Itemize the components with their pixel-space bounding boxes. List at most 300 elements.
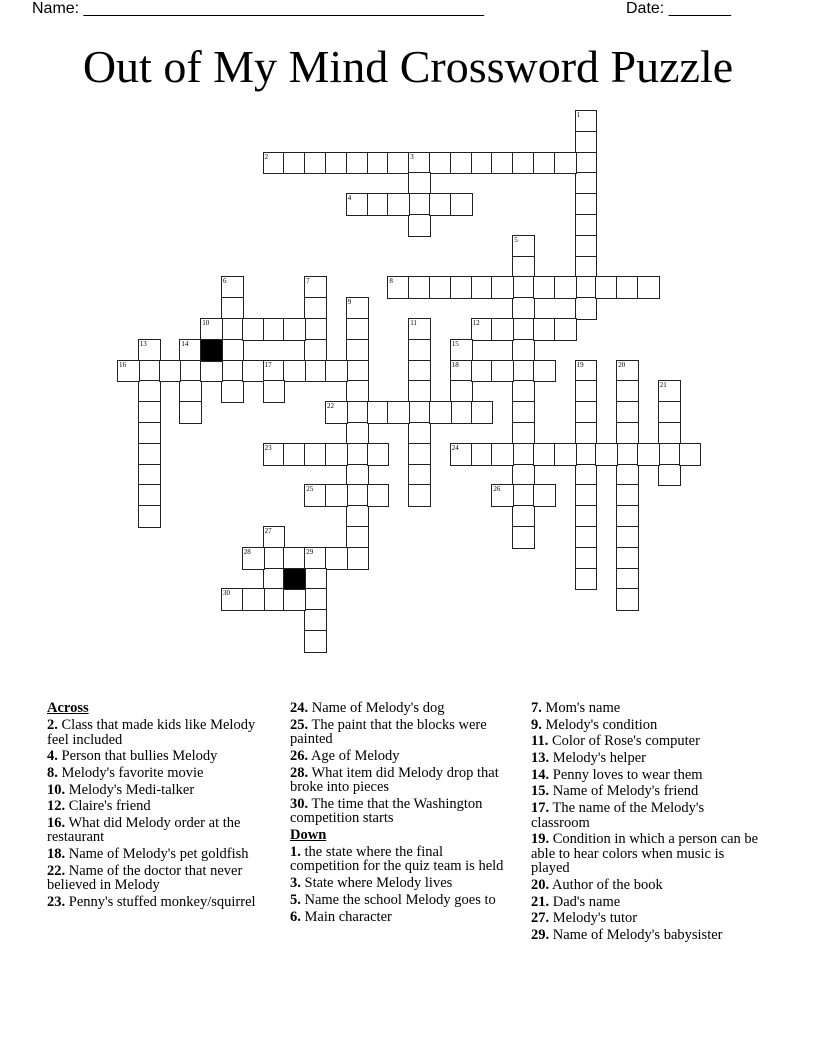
grid-cell[interactable] (575, 152, 598, 175)
grid-cell[interactable] (533, 276, 556, 299)
grid-cell[interactable] (575, 235, 598, 258)
grid-cell[interactable] (221, 318, 244, 341)
cell-number: 3 (410, 152, 414, 161)
grid-cell[interactable] (637, 276, 660, 299)
clue-text: The name of the Melody's classroom (531, 800, 705, 831)
grid-cell[interactable] (263, 526, 286, 549)
grid-cell[interactable] (346, 339, 369, 362)
grid-cell[interactable] (616, 547, 639, 570)
clue-number: 16. (47, 814, 66, 831)
grid-cell[interactable] (304, 630, 327, 653)
grid-cell[interactable] (408, 172, 431, 195)
down-heading: Down (290, 826, 327, 843)
grid-cell[interactable] (512, 505, 535, 528)
cell-number: 27 (264, 527, 272, 535)
clue-text: Name of Melody's babysister (552, 927, 723, 944)
clue-item (531, 801, 759, 830)
grid-cell[interactable] (616, 464, 639, 487)
grid-cell[interactable] (408, 401, 431, 424)
grid-cell[interactable] (346, 422, 369, 445)
grid-cell[interactable] (512, 297, 535, 320)
grid-cell[interactable] (512, 339, 535, 362)
grid-cell[interactable] (283, 547, 306, 570)
grid-cell[interactable] (346, 484, 369, 507)
grid-cell[interactable] (263, 380, 286, 403)
grid-cell[interactable] (491, 484, 514, 507)
clue-item (47, 864, 279, 893)
clue-number: 12. (47, 798, 66, 815)
grid-cell[interactable] (512, 443, 535, 466)
clue-text: Melody's helper (552, 750, 646, 767)
grid-cell[interactable] (408, 276, 431, 299)
grid-cell[interactable] (408, 422, 431, 445)
cell-number: 26 (493, 485, 501, 494)
grid-cell[interactable] (429, 152, 452, 175)
grid-cell[interactable] (367, 152, 390, 175)
grid-cell[interactable] (200, 318, 223, 341)
grid-cell[interactable] (491, 318, 514, 341)
grid-cell[interactable] (575, 297, 598, 320)
clue-item (47, 766, 279, 781)
cell-number: 25 (306, 485, 314, 494)
clue-item (47, 816, 279, 845)
clue-text: Name of the doctor that never believed in Melody (47, 862, 243, 894)
grid-cell[interactable] (512, 380, 535, 403)
grid-cell[interactable] (304, 297, 327, 320)
grid-cell[interactable] (263, 568, 286, 591)
grid-cell[interactable] (512, 360, 535, 383)
grid-cell[interactable] (138, 484, 161, 507)
grid-cell[interactable] (242, 318, 265, 341)
clue-number: 27. (531, 910, 550, 927)
grid-cell[interactable] (346, 318, 369, 341)
grid-cell[interactable] (346, 526, 369, 549)
cell-number: 30 (223, 589, 230, 598)
grid-cell[interactable] (221, 588, 244, 611)
grid-cell[interactable] (200, 360, 223, 383)
grid-cell[interactable] (387, 276, 410, 299)
grid-cell[interactable] (242, 547, 265, 570)
clue-item (290, 749, 505, 764)
clue-item (290, 766, 505, 795)
clue-number: 14. (531, 766, 550, 783)
grid-cell[interactable] (117, 360, 140, 383)
grid-cell[interactable] (263, 152, 286, 175)
grid-cell[interactable] (242, 360, 265, 383)
grid-cell[interactable] (304, 152, 327, 175)
clue-text: Melody's favorite movie (61, 764, 204, 781)
grid-cell[interactable] (138, 464, 161, 487)
grid-cell[interactable] (263, 547, 286, 570)
grid-cell[interactable] (575, 505, 598, 528)
clue-text: What item did Melody drop that broke into pieces (290, 764, 499, 796)
grid-cell[interactable] (408, 152, 431, 175)
grid-cell[interactable] (408, 380, 431, 403)
grid-cell[interactable] (346, 464, 369, 487)
grid-cell[interactable] (533, 152, 556, 175)
clue-number: 3. (290, 875, 301, 892)
grid-cell[interactable] (658, 422, 681, 445)
cell-number: 22 (327, 402, 334, 411)
grid-cell[interactable] (179, 360, 202, 383)
grid-cell[interactable] (283, 443, 306, 466)
grid-cell[interactable] (575, 110, 598, 133)
grid-cell[interactable] (408, 193, 431, 216)
clue-number: 13. (531, 750, 550, 767)
cell-number: 19 (576, 360, 584, 369)
clue-text: Penny loves to wear them (552, 766, 703, 783)
clue-item (531, 878, 759, 893)
cell-number: 2 (264, 152, 269, 161)
grid-cell[interactable] (429, 276, 452, 299)
cell-number: 12 (472, 319, 480, 327)
grid-cell[interactable] (512, 484, 535, 507)
clue-number: 19. (531, 831, 550, 848)
grid-cell[interactable] (575, 526, 598, 549)
grid-cell[interactable] (283, 318, 306, 341)
clue-item (290, 701, 505, 716)
clue-number: 15. (531, 783, 550, 800)
cell-number: 16 (119, 360, 126, 369)
clue-number: 6. (290, 908, 301, 925)
cell-number: 13 (139, 339, 147, 348)
clue-number: 18. (47, 846, 66, 863)
clue-number: 26. (290, 747, 309, 764)
grid-cell[interactable] (138, 422, 161, 445)
grid-cell[interactable] (575, 360, 598, 383)
grid-cell[interactable] (533, 443, 556, 466)
grid-cell[interactable] (616, 505, 639, 528)
grid-cell[interactable] (554, 318, 577, 341)
cell-number: 10 (202, 319, 210, 327)
grid-cell[interactable] (575, 276, 598, 299)
across-heading: Across (47, 700, 89, 716)
grid-cell[interactable] (616, 484, 639, 507)
clue-text: The time that the Washington competition starts (290, 795, 483, 827)
grid-cell[interactable] (304, 339, 327, 362)
grid-cell[interactable] (304, 588, 327, 611)
clue-number: 28. (290, 764, 309, 781)
grid-cell[interactable] (658, 380, 681, 403)
clue-text: Age of Melody (310, 747, 400, 764)
clue-text: Main character (304, 908, 392, 925)
clues-column-3 (531, 701, 759, 945)
grid-cell[interactable] (616, 443, 639, 466)
grid-cell[interactable] (616, 422, 639, 445)
grid-cell[interactable] (346, 360, 369, 383)
grid-cell[interactable] (595, 276, 618, 299)
grid-cell[interactable] (450, 152, 473, 175)
grid-cell[interactable] (554, 443, 577, 466)
clue-number: 25. (290, 716, 309, 733)
grid-cell[interactable] (491, 276, 514, 299)
clue-item (290, 718, 505, 747)
grid-cell[interactable] (616, 401, 639, 424)
cell-number: 15 (451, 339, 459, 348)
grid-cell[interactable] (304, 276, 327, 299)
grid-cell[interactable] (346, 443, 369, 466)
cell-number: 7 (306, 277, 310, 286)
grid-cell[interactable] (408, 484, 431, 507)
page-title: Out of My Mind Crossword Puzzle (82, 41, 734, 92)
grid-cell[interactable] (575, 484, 598, 507)
clue-item (290, 893, 505, 908)
grid-cell[interactable] (471, 276, 494, 299)
clue-item (290, 876, 505, 891)
grid-cell[interactable] (408, 214, 431, 237)
grid-cell[interactable] (512, 318, 535, 341)
grid-cell[interactable] (450, 339, 473, 362)
grid-cell[interactable] (554, 152, 577, 175)
grid-cell[interactable] (367, 484, 390, 507)
grid-cell[interactable] (471, 318, 494, 341)
grid-cell[interactable] (283, 152, 306, 175)
grid-cell[interactable] (616, 276, 639, 299)
clues-column-1 (47, 701, 279, 912)
cell-number: 4 (347, 194, 352, 203)
clue-text: the state where the final competition for the quiz team is held (290, 843, 504, 875)
grid-cell[interactable] (512, 235, 535, 258)
clue-number: 4. (47, 748, 58, 765)
grid-cell[interactable] (263, 443, 286, 466)
clue-number: 7. (531, 700, 542, 716)
clue-text: Melody's tutor (552, 910, 638, 927)
grid-cell[interactable] (575, 193, 598, 216)
cell-number: 18 (451, 360, 459, 369)
grid-cell[interactable] (512, 401, 535, 424)
grid-cell[interactable] (408, 318, 431, 341)
grid-cell[interactable] (429, 401, 452, 424)
clue-item (531, 784, 759, 799)
grid-cell[interactable] (138, 380, 161, 403)
grid-cell[interactable] (138, 360, 161, 383)
grid-cell[interactable] (221, 360, 244, 383)
grid-cell[interactable] (179, 380, 202, 403)
grid-cell[interactable] (387, 401, 410, 424)
clue-text: Name of Melody's pet goldfish (68, 846, 249, 863)
cell-number: 29 (306, 547, 314, 556)
grid-cell[interactable] (512, 152, 535, 175)
grid-cell[interactable] (179, 401, 202, 424)
grid-cell[interactable] (491, 443, 514, 466)
clue-number: 10. (47, 781, 66, 798)
grid-cell[interactable] (533, 484, 556, 507)
grid-cell[interactable] (471, 152, 494, 175)
grid-cell[interactable] (304, 609, 327, 632)
clue-text: Author of the book (551, 877, 663, 893)
grid-cell[interactable] (658, 401, 681, 424)
grid-cell[interactable] (575, 256, 598, 279)
grid-cell[interactable] (471, 401, 494, 424)
grid-cell[interactable] (159, 360, 182, 383)
clue-item (47, 847, 279, 862)
grid-cell[interactable] (575, 464, 598, 487)
grid-cell[interactable] (138, 401, 161, 424)
grid-cell[interactable] (346, 505, 369, 528)
clue-text: Claire's friend (68, 798, 151, 815)
grid-cell[interactable] (221, 380, 244, 403)
grid-cell[interactable] (346, 380, 369, 403)
grid-cell[interactable] (346, 193, 369, 216)
clue-text: The paint that the blocks were painted (290, 716, 487, 748)
clue-text: Dad's name (552, 893, 621, 910)
cell-number: 6 (223, 277, 227, 286)
clue-number: 11. (531, 733, 549, 750)
grid-cell[interactable] (408, 339, 431, 362)
clue-number: 22. (47, 862, 66, 879)
grid-cell[interactable] (325, 401, 348, 424)
grid-cell[interactable] (221, 276, 244, 299)
grid-cell[interactable] (179, 339, 202, 362)
grid-cell[interactable] (575, 380, 598, 403)
grid-cell[interactable] (658, 443, 681, 466)
grid-cell[interactable] (595, 443, 618, 466)
grid-cell[interactable] (367, 193, 390, 216)
grid-cell[interactable] (408, 464, 431, 487)
grid-cell[interactable] (346, 401, 369, 424)
clue-number: 24. (290, 700, 309, 716)
grid-cell[interactable] (138, 443, 161, 466)
grid-cell[interactable] (408, 360, 431, 383)
grid-cell[interactable] (346, 152, 369, 175)
cell-number: 5 (514, 235, 518, 244)
grid-cell[interactable] (491, 152, 514, 175)
grid-cell[interactable] (512, 422, 535, 445)
grid-cell[interactable] (263, 318, 286, 341)
grid-cell[interactable] (367, 401, 390, 424)
grid-cell[interactable] (533, 360, 556, 383)
grid-cell[interactable] (263, 360, 286, 383)
grid-cell[interactable] (575, 131, 598, 154)
grid-cell[interactable] (616, 526, 639, 549)
grid-cell[interactable] (346, 297, 369, 320)
grid-cell[interactable] (304, 360, 327, 383)
grid-cell[interactable] (408, 443, 431, 466)
clue-item (531, 701, 759, 716)
grid-cell[interactable] (575, 443, 598, 466)
grid-cell[interactable] (387, 152, 410, 175)
grid-cell[interactable] (616, 380, 639, 403)
grid-cell[interactable] (450, 276, 473, 299)
clue-text: Name of Melody's friend (552, 783, 699, 800)
grid-cell[interactable] (491, 360, 514, 383)
grid-cell[interactable] (471, 443, 494, 466)
grid-cell[interactable] (304, 318, 327, 341)
grid-cell[interactable] (637, 443, 660, 466)
clue-text: Melody's condition (545, 716, 658, 733)
grid-cell[interactable] (450, 401, 473, 424)
clue-number: 17. (531, 800, 550, 817)
grid-cell[interactable] (616, 568, 639, 591)
clue-text: Penny's stuffed monkey/squirrel (68, 894, 256, 910)
cell-number: 11 (410, 319, 417, 327)
grid-cell[interactable] (387, 193, 410, 216)
grid-cell[interactable] (554, 276, 577, 299)
grid-cell[interactable] (429, 193, 452, 216)
grid-cell[interactable] (221, 297, 244, 320)
grid-cell[interactable] (242, 588, 265, 611)
grid-cell[interactable] (658, 464, 681, 487)
clue-item (290, 845, 505, 874)
clue-item (531, 832, 759, 876)
grid-cell[interactable] (367, 443, 390, 466)
grid-cell[interactable] (679, 443, 702, 466)
clue-item (47, 783, 279, 798)
clue-item (531, 751, 759, 766)
grid-cell[interactable] (575, 172, 598, 195)
cell-number: 28 (243, 547, 251, 556)
grid-cell[interactable] (616, 360, 639, 383)
cell-number: 21 (659, 381, 667, 390)
black-cell (200, 339, 223, 362)
grid-cell[interactable] (575, 547, 598, 570)
clue-item (531, 734, 759, 749)
clue-item (290, 797, 505, 826)
name-field[interactable]: Name: _____________________________________________ (32, 0, 484, 17)
clue-item (47, 895, 279, 910)
grid-cell[interactable] (304, 568, 327, 591)
clue-item (47, 749, 279, 764)
grid-cell[interactable] (263, 588, 286, 611)
grid-cell[interactable] (471, 360, 494, 383)
grid-cell[interactable] (221, 339, 244, 362)
clue-number: 20. (531, 877, 550, 893)
clue-item (531, 928, 759, 943)
grid-cell[interactable] (138, 505, 161, 528)
grid-cell[interactable] (450, 443, 473, 466)
grid-cell[interactable] (304, 547, 327, 570)
clue-number: 8. (47, 764, 58, 781)
date-field[interactable]: Date: _______ (626, 0, 731, 17)
grid-cell[interactable] (325, 360, 348, 383)
grid-cell[interactable] (325, 443, 348, 466)
grid-cell[interactable] (450, 360, 473, 383)
grid-cell[interactable] (512, 256, 535, 279)
grid-cell[interactable] (450, 380, 473, 403)
grid-cell[interactable] (283, 588, 306, 611)
clue-item (290, 910, 505, 925)
clue-number: 5. (290, 891, 301, 908)
grid-cell[interactable] (325, 484, 348, 507)
grid-cell[interactable] (304, 443, 327, 466)
grid-cell[interactable] (138, 339, 161, 362)
grid-cell[interactable] (346, 547, 369, 570)
grid-cell[interactable] (304, 484, 327, 507)
grid-cell[interactable] (325, 547, 348, 570)
grid-cell[interactable] (575, 214, 598, 237)
clue-text: What did Melody order at the restaurant (47, 814, 241, 846)
clue-number: 2. (47, 717, 58, 733)
grid-cell[interactable] (325, 152, 348, 175)
clue-item (531, 895, 759, 910)
grid-cell[interactable] (575, 568, 598, 591)
grid-cell[interactable] (575, 401, 598, 424)
grid-cell[interactable] (616, 588, 639, 611)
clue-number: 29. (531, 927, 550, 944)
clue-number: 23. (47, 894, 66, 910)
clue-text: Color of Rose's computer (551, 733, 700, 750)
grid-cell[interactable] (512, 276, 535, 299)
grid-cell[interactable] (575, 422, 598, 445)
grid-cell[interactable] (512, 526, 535, 549)
grid-cell[interactable] (533, 318, 556, 341)
grid-cell[interactable] (450, 193, 473, 216)
clue-number: 30. (290, 795, 309, 812)
grid-cell[interactable] (512, 464, 535, 487)
cell-number: 23 (264, 443, 272, 452)
grid-cell[interactable] (283, 360, 306, 383)
clue-text: Name the school Melody goes to (304, 891, 496, 908)
